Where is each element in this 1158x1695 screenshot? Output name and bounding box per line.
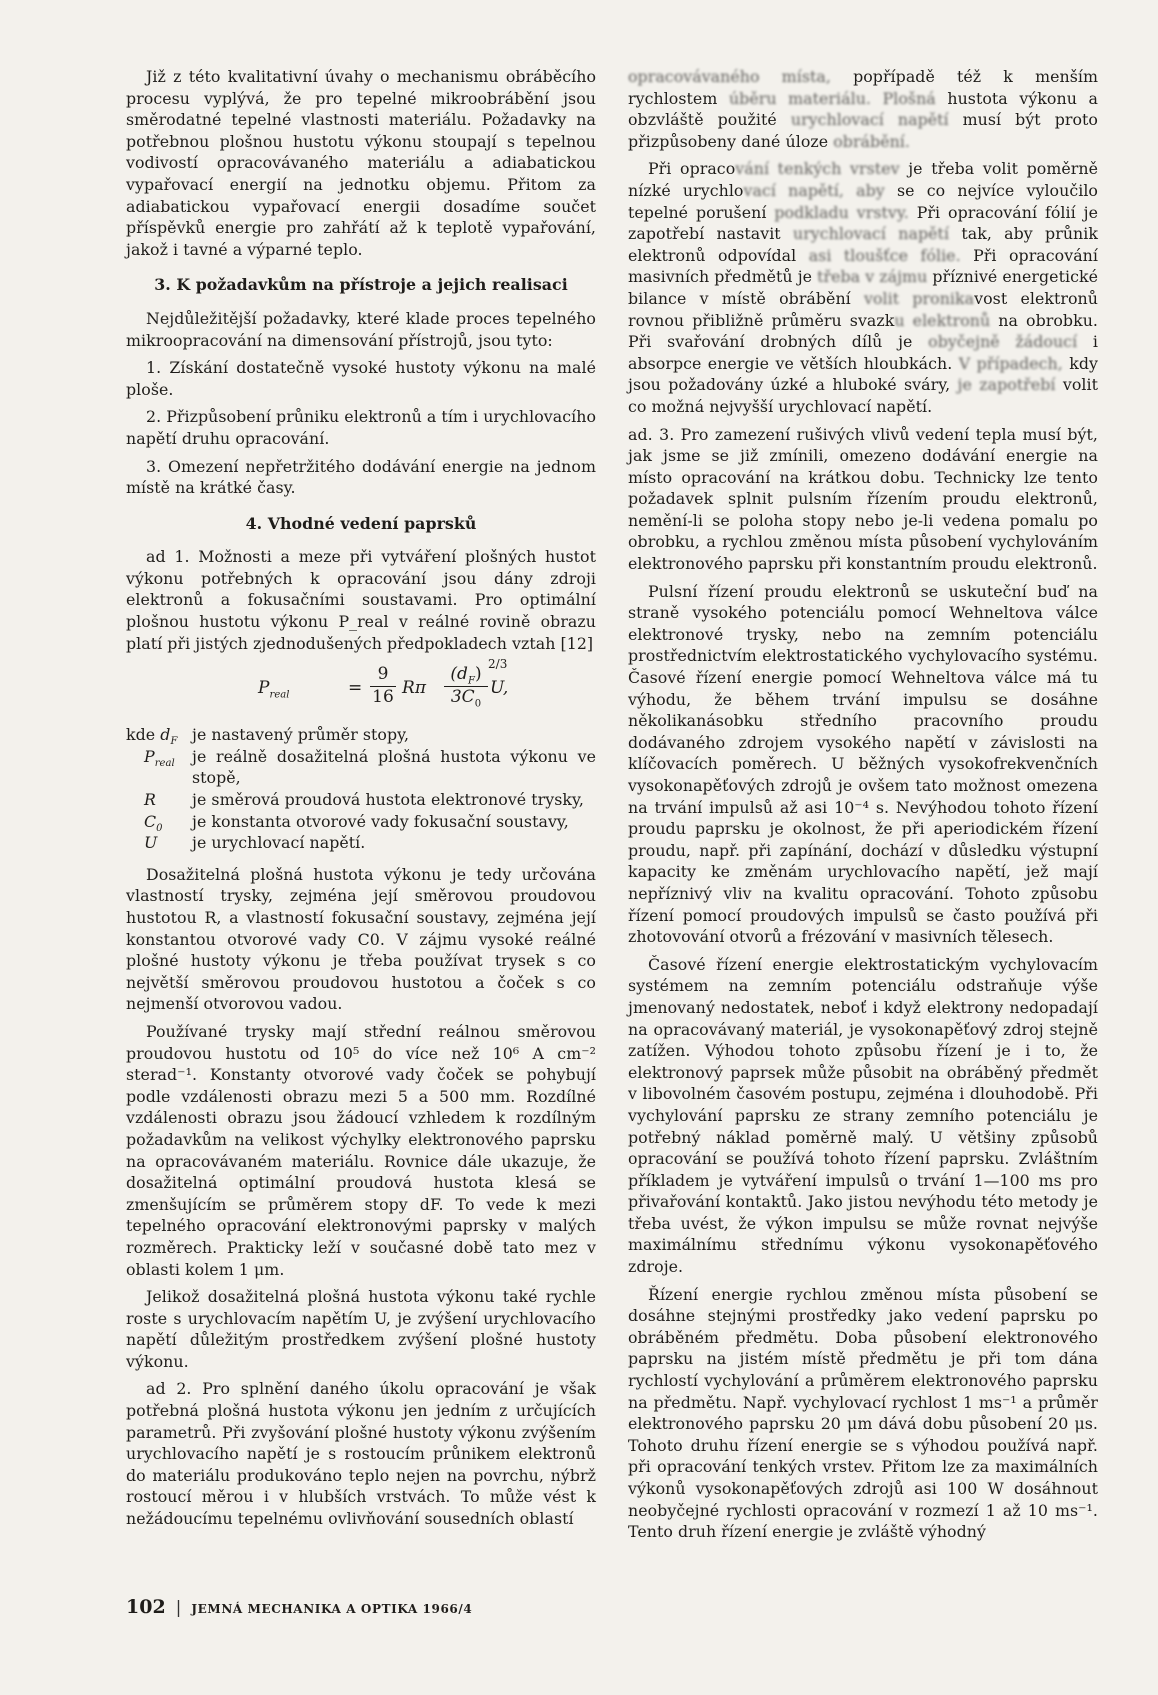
symbol: kde $d_F$: [126, 725, 178, 748]
paragraph: Dosažitelná plošná hustota výkonu je tedy určována vlastností trysky, zejména její směrovou proudovou hustotou R, a vlastností fokusační soustavy, zejména její konstantou otvorové vady C0. V zájmu vysoké reálné plošné hustoty výkonu je třeba používat trysek s co největší směrovou proudovou hustotou a čoček s co nejmenší otvorovou vadou.: [126, 864, 596, 1014]
symbol-description: je urychlovací napětí.: [192, 833, 366, 853]
list-item: 1. Získání dostatečně vysoké hustoty výkonu na malé ploše.: [126, 358, 596, 399]
symbol: U: [144, 833, 158, 853]
symbol: R: [144, 790, 156, 810]
left-column: [126, 66, 596, 1536]
fraction-9-16: $\frac{9}{16}$: [370, 664, 396, 708]
symbol-description: je konstanta otvorové vady fokusační soustavy,: [192, 811, 569, 831]
fraction-df-3c0: $\frac{(d_F)}{3C_0}$: [444, 664, 488, 708]
paragraph: Jelikož dosažitelná plošná hustota výkonu také rychle roste s urychlovacím napětím U, je zvýšení urychlovacího napětí důležitým prostředkem zvýšení plošné hustoty výkonu.: [126, 1287, 596, 1371]
footer-separator: |: [175, 1598, 182, 1618]
paragraph: ad 1. Možnosti a meze při vytváření plošných hustot výkonu potřebných k opracování jsou dány zdroji elektronů a fokusačními soustavami. Pro optimální plošnou hustotu výkonu P_real v reálné rovině obrazu platí při jistých zjednodušených předpokladech vztah [12]: [126, 547, 596, 653]
symbol: $C_0$: [144, 811, 163, 834]
list-item: 2. Přizpůsobení průniku elektronů a tím i urychlovacího napětí druhu opracování.: [126, 407, 597, 448]
section-heading-3: 3. K požadavkům na přístroje a jejich realisaci: [154, 275, 568, 295]
formula-equals: =: [348, 678, 363, 699]
symbol-definitions: [126, 724, 596, 854]
right-column: [628, 66, 1098, 1549]
paragraph: Pulsní řízení proudu elektronů se uskuteční buď na straně vysokého potenciálu pomocí Wehneltova válce elektronové trysky, nebo na zemním potenciálu prostřednictvím elektrostatického vychylovacího systému. Časové řízení energie pomocí Wehneltova válce má tu výhodu, že během trvání impulsu se dosáhne několikanásobku středního pracovního proudu dodávaného zdrojem vysokého napětí v závislosti na klíčovacích poměrech. U běžných vysokofrekvenčních vysokonapěťových zdrojů je ovšem tato možnost omezena na trvání impulsů až asi 10⁻⁴ s. Nevýhodou tohoto řízení proudu paprsku je okolnost, že při aperiodickém řízení proudu, např. při zapínání, dochází v důsledku výstupní kapacity ke změnám urychlovacího napětí, jež mají nepříznivý vliv na kvalitu opracování. Tohoto způsobu řízení pomocí proudových impulsů se často používá při zhotovování otvorů a frézování v masivních tělesech.: [628, 581, 1098, 947]
page-footer: [126, 1596, 472, 1618]
formula-tail: U,: [490, 678, 509, 699]
paragraph: ad. 3. Pro zamezení rušivých vlivů vedení tepla musí být, jak jsme se již zmínili, omezeno dodávání energie na místo opracování na krátkou dobu. Technicky lze tento požadavek splnit pulsním řízením proudu elektronů, nemění-li se poloha stopy nebo je-li vedena pomalu po obrobku, a rychlou změnou místa působení vychylováním elektronového paprsku při konstantním proudu elektronů.: [628, 424, 1098, 574]
paragraph: Časové řízení energie elektrostatickým vychylovacím systémem na zemním potenciálu odstraňuje výše jmenovaný nedostatek, neboť i když elektrony nedopadají na opracovávaný materiál, je vysokonapěťový zdroj stejně zatížen. Výhodou tohoto způsobu řízení je i to, že elektronový paprsek může působit na obráběný předmět v libovolném časovém postupu, zejména i dlouhodobě. Při vychylování paprsku ze strany zemního potenciálu je potřebný náklad poměrně malý. U většiny způsobů opracování se používá tohoto řízení paprsku. Zvláštním příkladem je vytváření impulsů o trvání 1—100 ms pro přivařování kontaktů. Jako jistou nevýhodu této metody je třeba uvést, že výkon impulsu se může rovnat nejvýše maximálnímu střednímu výkonu vysokonapěťového zdroje.: [628, 954, 1098, 1277]
formula-lhs: $P_{real}$: [258, 678, 290, 701]
symbol-definition: [126, 832, 596, 854]
paragraph: Řízení energie rychlou změnou místa působení se dosáhne stejnými prostředky jako vedení paprsku po obráběném předmětu. Doba působení elektronového paprsku na jistém místě předmětu je při tom dána rychlostí vychylování a průměrem elektronového paprsku na předmětu. Např. vychylovací rychlost 1 ms⁻¹ a průměr elektronového paprsku 20 μm dává dobu působení 20 μs. Tohoto druhu řízení energie se s výhodou používá např. při opracování tenkých vrstev. Přitom lze za maximálních výkonů vysokonapěťových zdrojů asi 100 W dosáhnout neobyčejné rychlosti opracování v rozmezí 1 až 10 ms⁻¹. Tento druh řízení energie je zvláště výhodný: [628, 1284, 1098, 1542]
formula-p-real: [126, 657, 596, 716]
paragraph: ad 2. Pro splnění daného úkolu opracování je však potřebná plošná hustota výkonu jen jedním z určujících parametrů. Při zvyšování plošné hustoty výkonu zvýšením urychlovacího napětí je s rostoucím průnikem elektronů do materiálu produkováno teplo nejen na povrchu, nýbrž rostoucí měrou i v hlubších vrstvách. To může vést k nežádoucímu tepelnému ovlivňování sousedních oblastí: [126, 1379, 596, 1529]
formula-exponent: 2/3: [488, 657, 508, 672]
paragraph: Již z této kvalitativní úvahy o mechanismu obráběcího procesu vyplývá, že pro tepelné mikroobrábění jsou směrodatné tepelné vlastnosti materiálu. Požadavky na potřebnou plošnou hustotu výkonu stoupají s tepelnou vodivostí opracovávaného materiálu a adiabatickou vypařovací energií na jednotku objemu. Přitom za adiabatickou vypařovací energii dosadíme součet příspěvků energie pro zahřátí až k teplotě vypařování, jakož i tavné a výparné teplo.: [126, 67, 596, 259]
symbol-description: je směrová proudová hustota elektronové trysky,: [192, 790, 584, 810]
symbol-definition: [126, 789, 596, 811]
list-item: 3. Omezení nepřetržitého dodávání energie na jednom místě na krátké časy.: [126, 456, 596, 498]
formula-r-pi: Rπ: [402, 678, 427, 699]
journal-name: JEMNÁ MECHANIKA A OPTIKA 1966/4: [191, 1602, 473, 1616]
paragraph: Používané trysky mají střední reálnou směrovou proudovou hustotu od 10⁵ do více než 10⁶ A cm⁻² sterad⁻¹. Konstanty otvorové vady čoček se pohybují podle vzdálenosti obrazu mezi 5 a 500 mm. Rozdílné vzdálenosti obrazu jsou žádoucí vzhledem k rozdílným požadavkům na velikost výchylky elektronového paprsku na opracovávaném materiálu. Rovnice dále ukazuje, že dosažitelná optimální proudová hustota klesá se zmenšujícím se průměrem stopy dF. To vede k mezi tepelného opracování elektronovými paprsky v malých rozměrech. Prakticky leží v současné době tato mez v oblasti kolem 1 μm.: [126, 1021, 596, 1279]
page-number: 102: [126, 1596, 166, 1618]
symbol-description: je nastavený průměr stopy,: [192, 725, 410, 745]
paragraph: Nejdůležitější požadavky, které klade proces tepelného mikroopracování na dimensování přístrojů, jsou tyto:: [126, 308, 596, 350]
paragraph: opracovávaného místa, popřípadě též k menším rychlostem úběru materiálu. Plošná hustota výkonu a obzvláště použité urychlovací napětí musí být proto přizpůsobeny dané úloze obrábění.: [628, 67, 1099, 151]
symbol-definition: [126, 724, 596, 746]
section-heading-4: 4. Vhodné vedení paprsků: [245, 513, 477, 533]
symbol-definition: [126, 746, 596, 789]
symbol: $P_{real}$: [144, 746, 175, 769]
symbol-description: je reálně dosažitelná plošná hustota výkonu ve stopě,: [192, 746, 596, 788]
paragraph: Při opracování tenkých vrstev je třeba volit poměrně nízké urychlovací napětí, aby se co nejvíce vyloučilo tepelné porušení podkladu vrstvy. Při opracování fólií je zapotřebí nastavit urychlovací napětí tak, aby průnik elektronů odpovídal asi tloušťce fólie. Při opracování masivních předmětů je třeba v zájmu příznivé energetické bilance v místě obrábění volit pronikavost elektronů rovnou přibližně průměru svazku elektronů na obrobku. Při svařování drobných dílů je obyčejně žádoucí i absorpce energie ve větších hloubkách. V případech, kdy jsou požadovány úzké a hluboké sváry, je zapotřebí volit co možná nejvyšší urychlovací napětí.: [628, 159, 1099, 416]
symbol-definition: [126, 811, 596, 833]
